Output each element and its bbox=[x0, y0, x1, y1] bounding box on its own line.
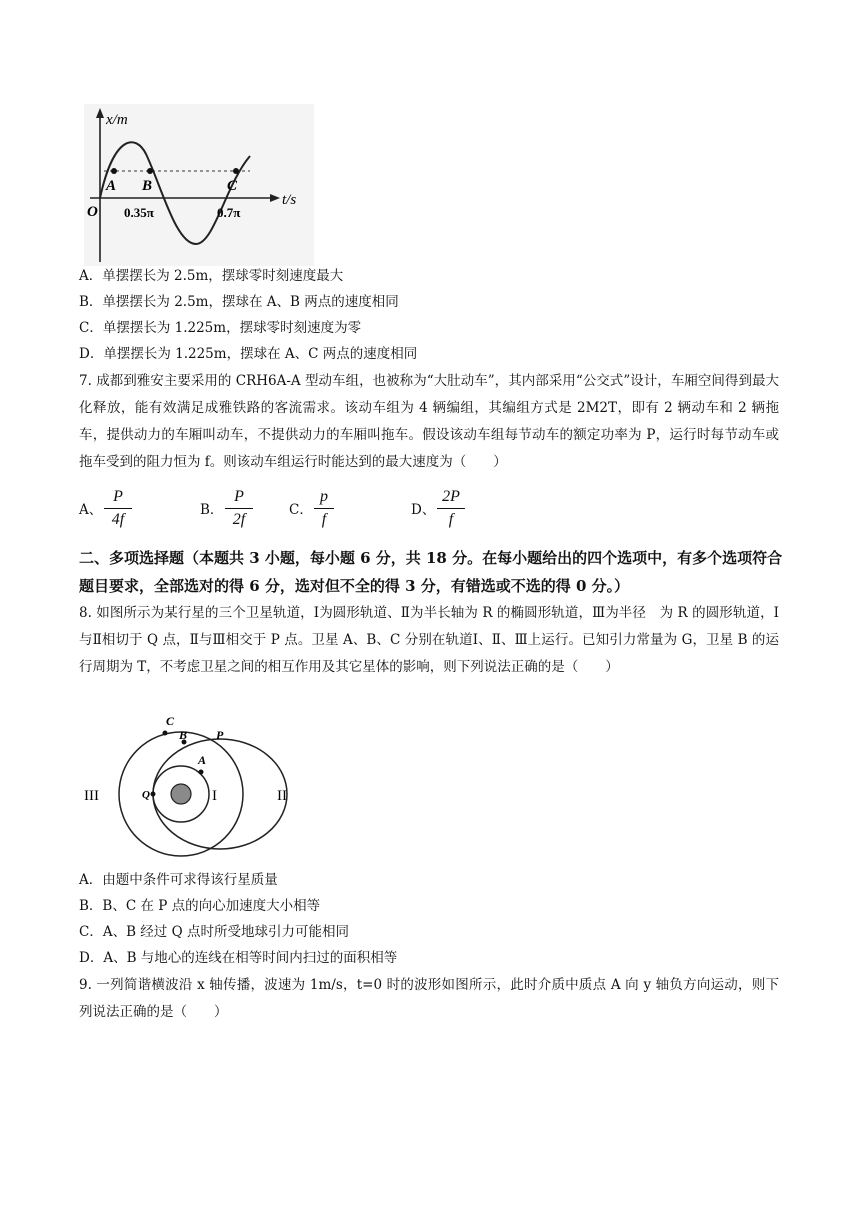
label-q: Q bbox=[142, 789, 150, 801]
label-p: P bbox=[216, 728, 224, 742]
q8-option-c: C．A、B 经过 Q 点时所受地球引力可能相同 bbox=[79, 924, 349, 940]
point-c-dot bbox=[233, 168, 239, 174]
q7-option-a-fraction bbox=[104, 488, 132, 529]
q8-option-b: B．B、C 在 P 点的向心加速度大小相等 bbox=[79, 898, 321, 914]
q7-option-a-denominator: 4f bbox=[111, 511, 125, 528]
orbit-2-label: II bbox=[277, 788, 287, 804]
pendulum-graph bbox=[84, 104, 314, 266]
q8-option-d: D．A、B 与地心的连线在相等时间内扫过的面积相等 bbox=[79, 950, 398, 966]
q7-option-c-fraction bbox=[314, 488, 334, 529]
q6-option-a: A．单摆摆长为 2.5m，摆球零时刻速度最大 bbox=[79, 268, 344, 284]
q7-option-d-denominator: f bbox=[448, 511, 454, 528]
fraction-bar bbox=[225, 508, 253, 509]
q7-option-c-numerator: p bbox=[320, 488, 328, 505]
q7-option-b-denominator: 2f bbox=[232, 511, 246, 528]
satellite-a-dot bbox=[199, 770, 204, 775]
fraction-bar bbox=[314, 508, 334, 509]
point-b-dot bbox=[147, 168, 153, 174]
fraction-bar bbox=[104, 508, 132, 509]
q7-option-d-fraction bbox=[437, 488, 465, 529]
q6-option-b: B．单摆摆长为 2.5m，摆球在 A、B 两点的速度相同 bbox=[79, 294, 399, 310]
q7-option-b-fraction bbox=[225, 488, 253, 529]
point-a-label: A bbox=[106, 178, 117, 194]
y-axis-label: x/m bbox=[106, 112, 128, 128]
label-a: A bbox=[198, 753, 207, 767]
point-b-label: B bbox=[142, 178, 153, 194]
tick-label-1: 0.35π bbox=[124, 205, 154, 220]
section-2-heading: 二、多项选择题（本题共 3 小题，每小题 6 分，共 18 分。在每小题给出的四个选项中，有多个选项符合题目要求，全部选对的得 6 分，选对但不全的得 3 分，有错选或不选的得 0 分。） bbox=[79, 549, 783, 595]
orbit-diagram bbox=[80, 710, 310, 870]
q7-stem: 7. 成都到雅安主要采用的 CRH6A-A 型动车组，也被称为“大肚动车”，其内部采用“公交式”设计，车厢空间得到最大化释放，能有效满足成雅铁路的客流需求。该动车组为 4 辆编组，其编组方式是 2M2T，即有 2 辆动车和 2 辆拖车，提供动力的车厢叫动车，不提供动力的车厢叫拖车。假设该动车组每节动车的额定功率为 P，运行时每节动车或拖车受到的阻力恒为 f。则该动车组运行时能达到的最大速度为（ ） bbox=[79, 373, 779, 470]
q7-option-c-label: C． bbox=[289, 502, 313, 518]
q7-option-c-denominator: f bbox=[321, 511, 327, 528]
q8-stem: 8. 如图所示为某行星的三个卫星轨道，Ⅰ为圆形轨道、Ⅱ为半长轴为 R 的椭圆形轨道，Ⅲ为半径 为 R 的圆形轨道，Ⅰ与Ⅱ相切于 Q 点，Ⅱ与Ⅲ相交于 P 点。卫星 A、B、C 分别在轨道Ⅰ、Ⅱ、Ⅲ上运行。已知引力常量为 G，卫星 B 的运行周期为 T，不考虑卫星之间的相互作用及其它星体的影响，则下列说法正确的是（ ） bbox=[79, 605, 779, 675]
satellite-c-dot bbox=[163, 731, 168, 736]
orbit-3-label: III bbox=[84, 788, 99, 804]
planet bbox=[171, 784, 191, 804]
x-axis-label: t/s bbox=[282, 192, 297, 208]
q7-option-d-label: D、 bbox=[411, 502, 436, 518]
point-q-dot bbox=[151, 792, 156, 797]
orbit-1-label: I bbox=[212, 788, 217, 804]
q7-option-a-numerator: P bbox=[113, 488, 123, 505]
point-a-dot bbox=[111, 168, 117, 174]
q7-option-b-label: B． bbox=[200, 502, 224, 518]
q7-option-d-numerator: 2P bbox=[442, 488, 460, 505]
tick-label-2: 0.7π bbox=[217, 205, 241, 220]
graph-background bbox=[84, 104, 314, 266]
q7-option-a-label: A、 bbox=[79, 502, 103, 518]
q6-option-d: D．单摆摆长为 1.225m，摆球在 A、C 两点的速度相同 bbox=[79, 346, 418, 362]
label-c: C bbox=[166, 714, 175, 728]
q8-option-a: A．由题中条件可求得该行星质量 bbox=[79, 872, 278, 888]
fraction-bar bbox=[437, 508, 465, 509]
q7-option-b-numerator: P bbox=[234, 488, 244, 505]
point-c-label: C bbox=[227, 178, 238, 194]
origin-label: O bbox=[87, 204, 98, 220]
q6-option-c: C．单摆摆长为 1.225m，摆球零时刻速度为零 bbox=[79, 320, 362, 336]
q9-stem: 9. 一列简谐横波沿 x 轴传播，波速为 1m/s，t=0 时的波形如图所示，此时介质中质点 A 向 y 轴负方向运动，则下列说法正确的是（ ） bbox=[79, 977, 779, 1020]
label-b: B bbox=[179, 728, 188, 742]
